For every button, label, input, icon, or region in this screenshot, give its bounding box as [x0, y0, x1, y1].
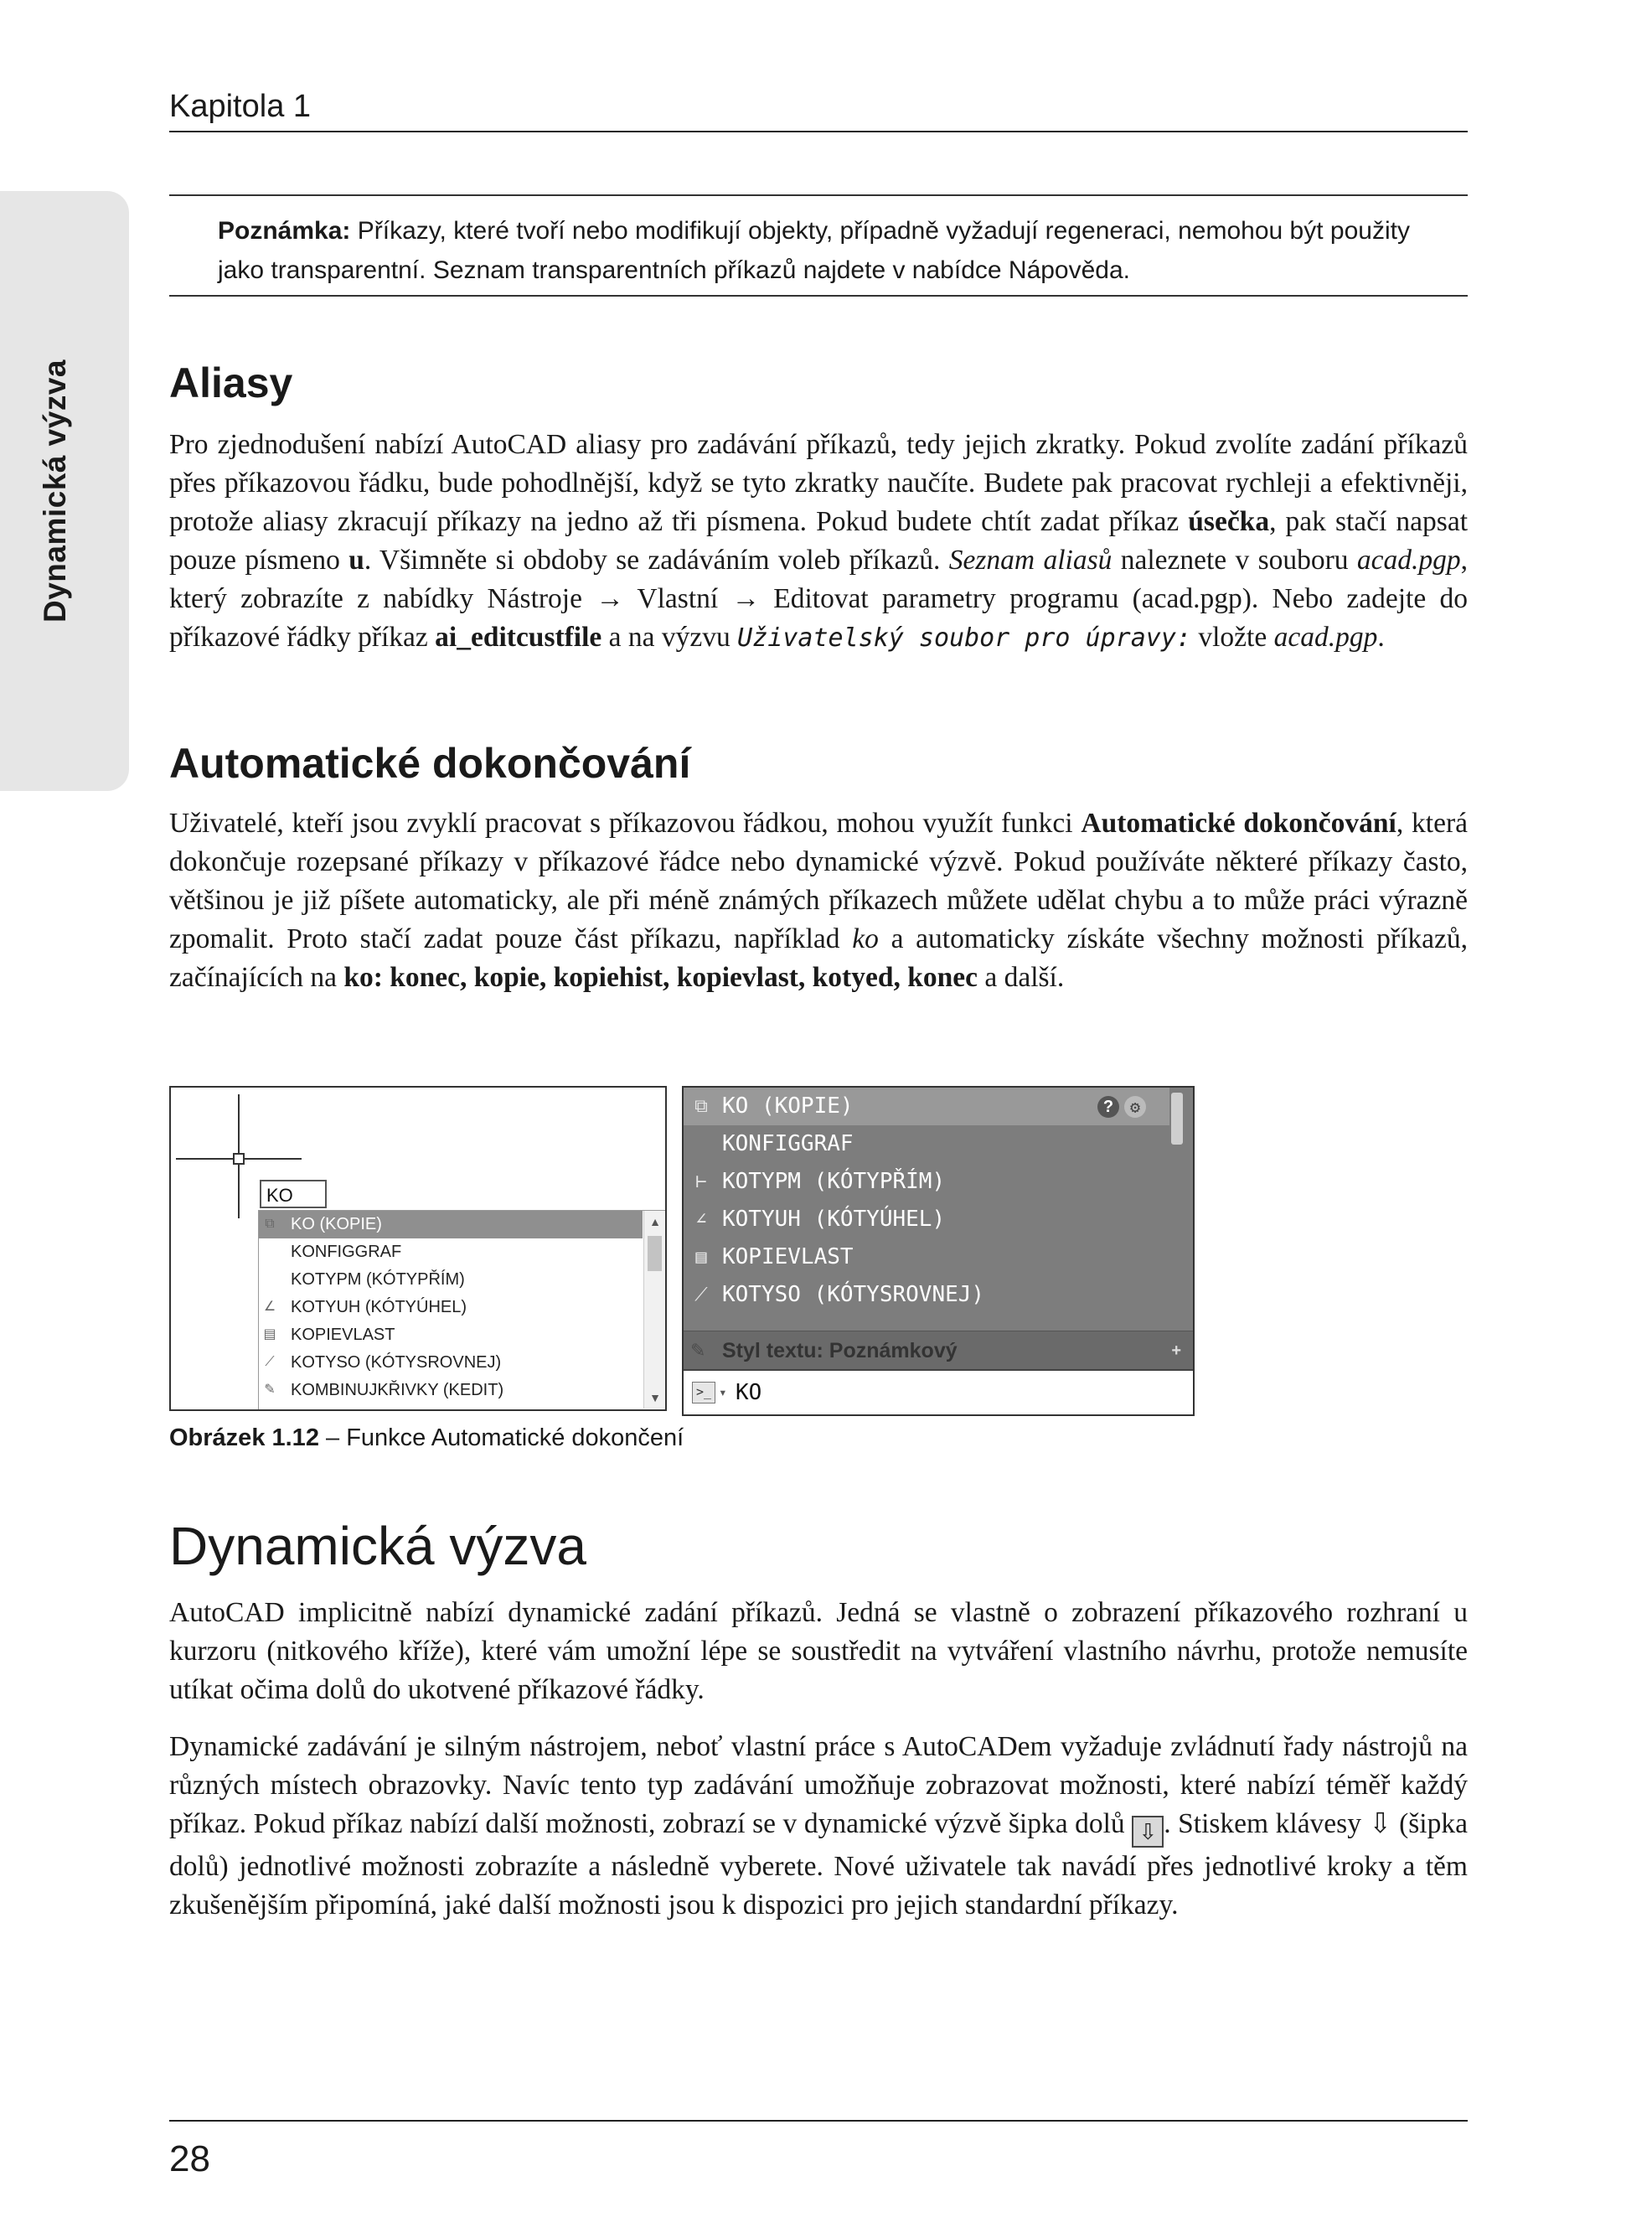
- help-icon[interactable]: ?: [1097, 1096, 1119, 1118]
- footer-rule: [169, 2120, 1468, 2122]
- chapter-header: Kapitola 1: [169, 89, 312, 124]
- list-item[interactable]: ▤ KOPIEVLAST: [263, 1326, 395, 1344]
- paragraph-dynamic-1: AutoCAD implicitně nabízí dynamické zadání příkazů. Jedná se vlastně o zobrazení příkazového rozhraní u kurzoru (nitkového kříže), které vám umožní lépe se soustředit na vytváření vlastního návrhu, protože nemusíte utíkat očima dolů do ukotvené příkazové řádky.: [169, 1597, 1468, 1705]
- scrollbar-thumb[interactable]: [648, 1236, 662, 1271]
- text-style-icon: ✎: [690, 1340, 706, 1361]
- list-item[interactable]: ⟋ KOTYSO (KÓTYSROVNEJ): [684, 1276, 1169, 1314]
- list-item[interactable]: ∠ KOTYUH (KÓTYÚHEL): [684, 1201, 1169, 1238]
- list-item[interactable]: ⊢ KOTYPM (KÓTYPŘÍM): [684, 1163, 1169, 1201]
- chevron-down-icon[interactable]: ▾: [719, 1384, 727, 1400]
- command-input[interactable]: [684, 1369, 1193, 1416]
- list-item[interactable]: ⟋ KOTYSO (KÓTYSROVNEJ): [259, 1349, 643, 1377]
- scrollbar-thumb[interactable]: [1171, 1093, 1183, 1145]
- copy-icon: ⧉: [694, 1096, 708, 1117]
- crosshair-pickbox: [233, 1153, 245, 1165]
- note-label: Poznámka:: [218, 217, 351, 245]
- section-heading-aliasy: Aliasy: [169, 359, 293, 406]
- list-item[interactable]: ✎ KOMBINUJKŘIVKY (KEDIT): [259, 1377, 643, 1404]
- scroll-down-icon[interactable]: ▼: [649, 1391, 661, 1404]
- figure-caption: Obrázek 1.12 – Funkce Automatické dokončení: [169, 1424, 684, 1451]
- command-input-value: KO: [736, 1380, 762, 1405]
- properties-icon: ▤: [695, 1247, 707, 1268]
- paragraph-dynamic-2: Dynamické zadávání je silným nástrojem, neboť vlastní práce s AutoCADem vyžaduje zvládnutí řady nástrojů na různých místech obrazovky. Navíc tento typ zadávání umožňuje zobrazovat možnosti, které nabízí téměř každý příkaz. Pokud příkaz nabízí další možnosti, zobrazí se v dynamické výzvě šipka dolů ⇩ . Stiskem klávesy ⇩ (šipka dolů) jednotlivé možnosti zobrazíte a následně vyberete. Nové uživatele tak navádí přes jednotlivé kroky a těm zkušenějším připomíná, jaké další možnosti jsou k dispozici pro jejich standardní příkazy.: [169, 1731, 1468, 1920]
- properties-icon: ▤: [263, 1327, 276, 1341]
- list-item[interactable]: ⧉ KO (KOPIE): [684, 1088, 1169, 1125]
- list-item[interactable]: KONFIGGRAF: [291, 1243, 402, 1261]
- angle-dim-icon: ∠: [263, 1300, 276, 1314]
- settings-icon[interactable]: ⚙: [1124, 1096, 1146, 1118]
- list-item[interactable]: KOTYPM (KÓTYPŘÍM): [291, 1270, 465, 1289]
- scroll-up-icon[interactable]: ▲: [649, 1215, 661, 1228]
- note-text: [218, 211, 1449, 290]
- figure-caption-label: Obrázek 1.12: [169, 1424, 319, 1451]
- header-rule: [169, 131, 1468, 132]
- list-item[interactable]: ⧉ KO (KOPIE): [259, 1211, 643, 1238]
- pencil-icon: ✎: [264, 1383, 276, 1397]
- page-number: 28: [169, 2138, 210, 2179]
- paragraph-autocomplete: Uživatelé, kteří jsou zvyklí pracovat s příkazovou řádkou, mohou využít funkci Automatické dokončování, která dokončuje rozepsané příkazy v příkazové řádce nebo dynamické výzvě. Pokud používáte některé příkazy často, většinou je již píšete automaticky, ale při méně známých příkazech můžete udělat chybu a to může práci výrazně zpomalit. Proto stačí zadat pouze část příkazu, například ko a automaticky získáte všechny možnosti příkazů, začínajících na ko: konec, kopie, kopiehist, kopievlast, kotyed, konec a další.: [169, 808, 1469, 993]
- prompt-code: Uživatelský soubor pro úpravy:: [737, 623, 1191, 653]
- expand-icon[interactable]: +: [1171, 1341, 1181, 1360]
- list-item[interactable]: ▤ KOPIEVLAST: [684, 1238, 1169, 1276]
- paragraph-aliasy: Pro zjednodušení nabízí AutoCAD aliasy pro zadávání příkazů, tedy jejich zkratky. Pokud zvolíte zadání příkazů přes příkazovou řádku, bude pohodlnější, když se tyto zkratky naučíte. Budete pak pracovat rychleji a efektivněji, protože aliasy zkracují příkazy na jedno až tři písmena. Pokud budete chtít zadat příkaz úsečka, pak stačí napsat pouze písmeno u. Všimněte si obdoby se zadáváním voleb příkazů. Seznam aliasů naleznete v souboru acad.pgp, který zobrazíte z nabídky Nástroje → Vlastní → Editovat parametry programu (acad.pgp). Nebo zadejte do příkazové řádky příkaz ai_editcustfile a na výzvu Uživatelský soubor pro úpravy: vložte acad.pgp.: [169, 429, 1468, 653]
- section-heading-autocomplete: Automatické dokončování: [169, 740, 691, 787]
- list-item[interactable]: KONFIGGRAF: [722, 1131, 854, 1156]
- figure-dynamic-prompt: [169, 1086, 667, 1411]
- dynamic-input-field[interactable]: KO: [260, 1180, 327, 1208]
- autocomplete-list[interactable]: [258, 1210, 667, 1411]
- aligned-dim-icon: ⟋: [694, 1285, 708, 1305]
- note-box: [169, 194, 1468, 297]
- copy-icon: ⧉: [265, 1217, 275, 1231]
- side-tab-label: Dynamická výzva: [38, 359, 72, 623]
- status-line: ✎ Styl textu: Poznámkový +: [684, 1331, 1193, 1370]
- angle-dim-icon: ∠: [695, 1209, 707, 1230]
- note-body: Příkazy, které tvoří nebo modifikují objekty, případně vyžadují regeneraci, nemohou být použity jako transparentní. Seznam transparentních příkazů najdete v nabídce Nápověda.: [218, 217, 1410, 284]
- list-item[interactable]: ∠ KOTYUH (KÓTYÚHEL): [263, 1298, 467, 1316]
- section-heading-dynamic: Dynamická výzva: [169, 1516, 586, 1576]
- arrow-down-key-icon: ⇩: [1132, 1816, 1164, 1848]
- command-prompt-icon[interactable]: >_: [692, 1382, 715, 1403]
- figure-command-line: [682, 1086, 1195, 1416]
- scrollbar[interactable]: [643, 1211, 666, 1409]
- aligned-dim-icon: ⟋: [265, 1355, 275, 1369]
- linear-dim-icon: ⊢: [695, 1171, 707, 1192]
